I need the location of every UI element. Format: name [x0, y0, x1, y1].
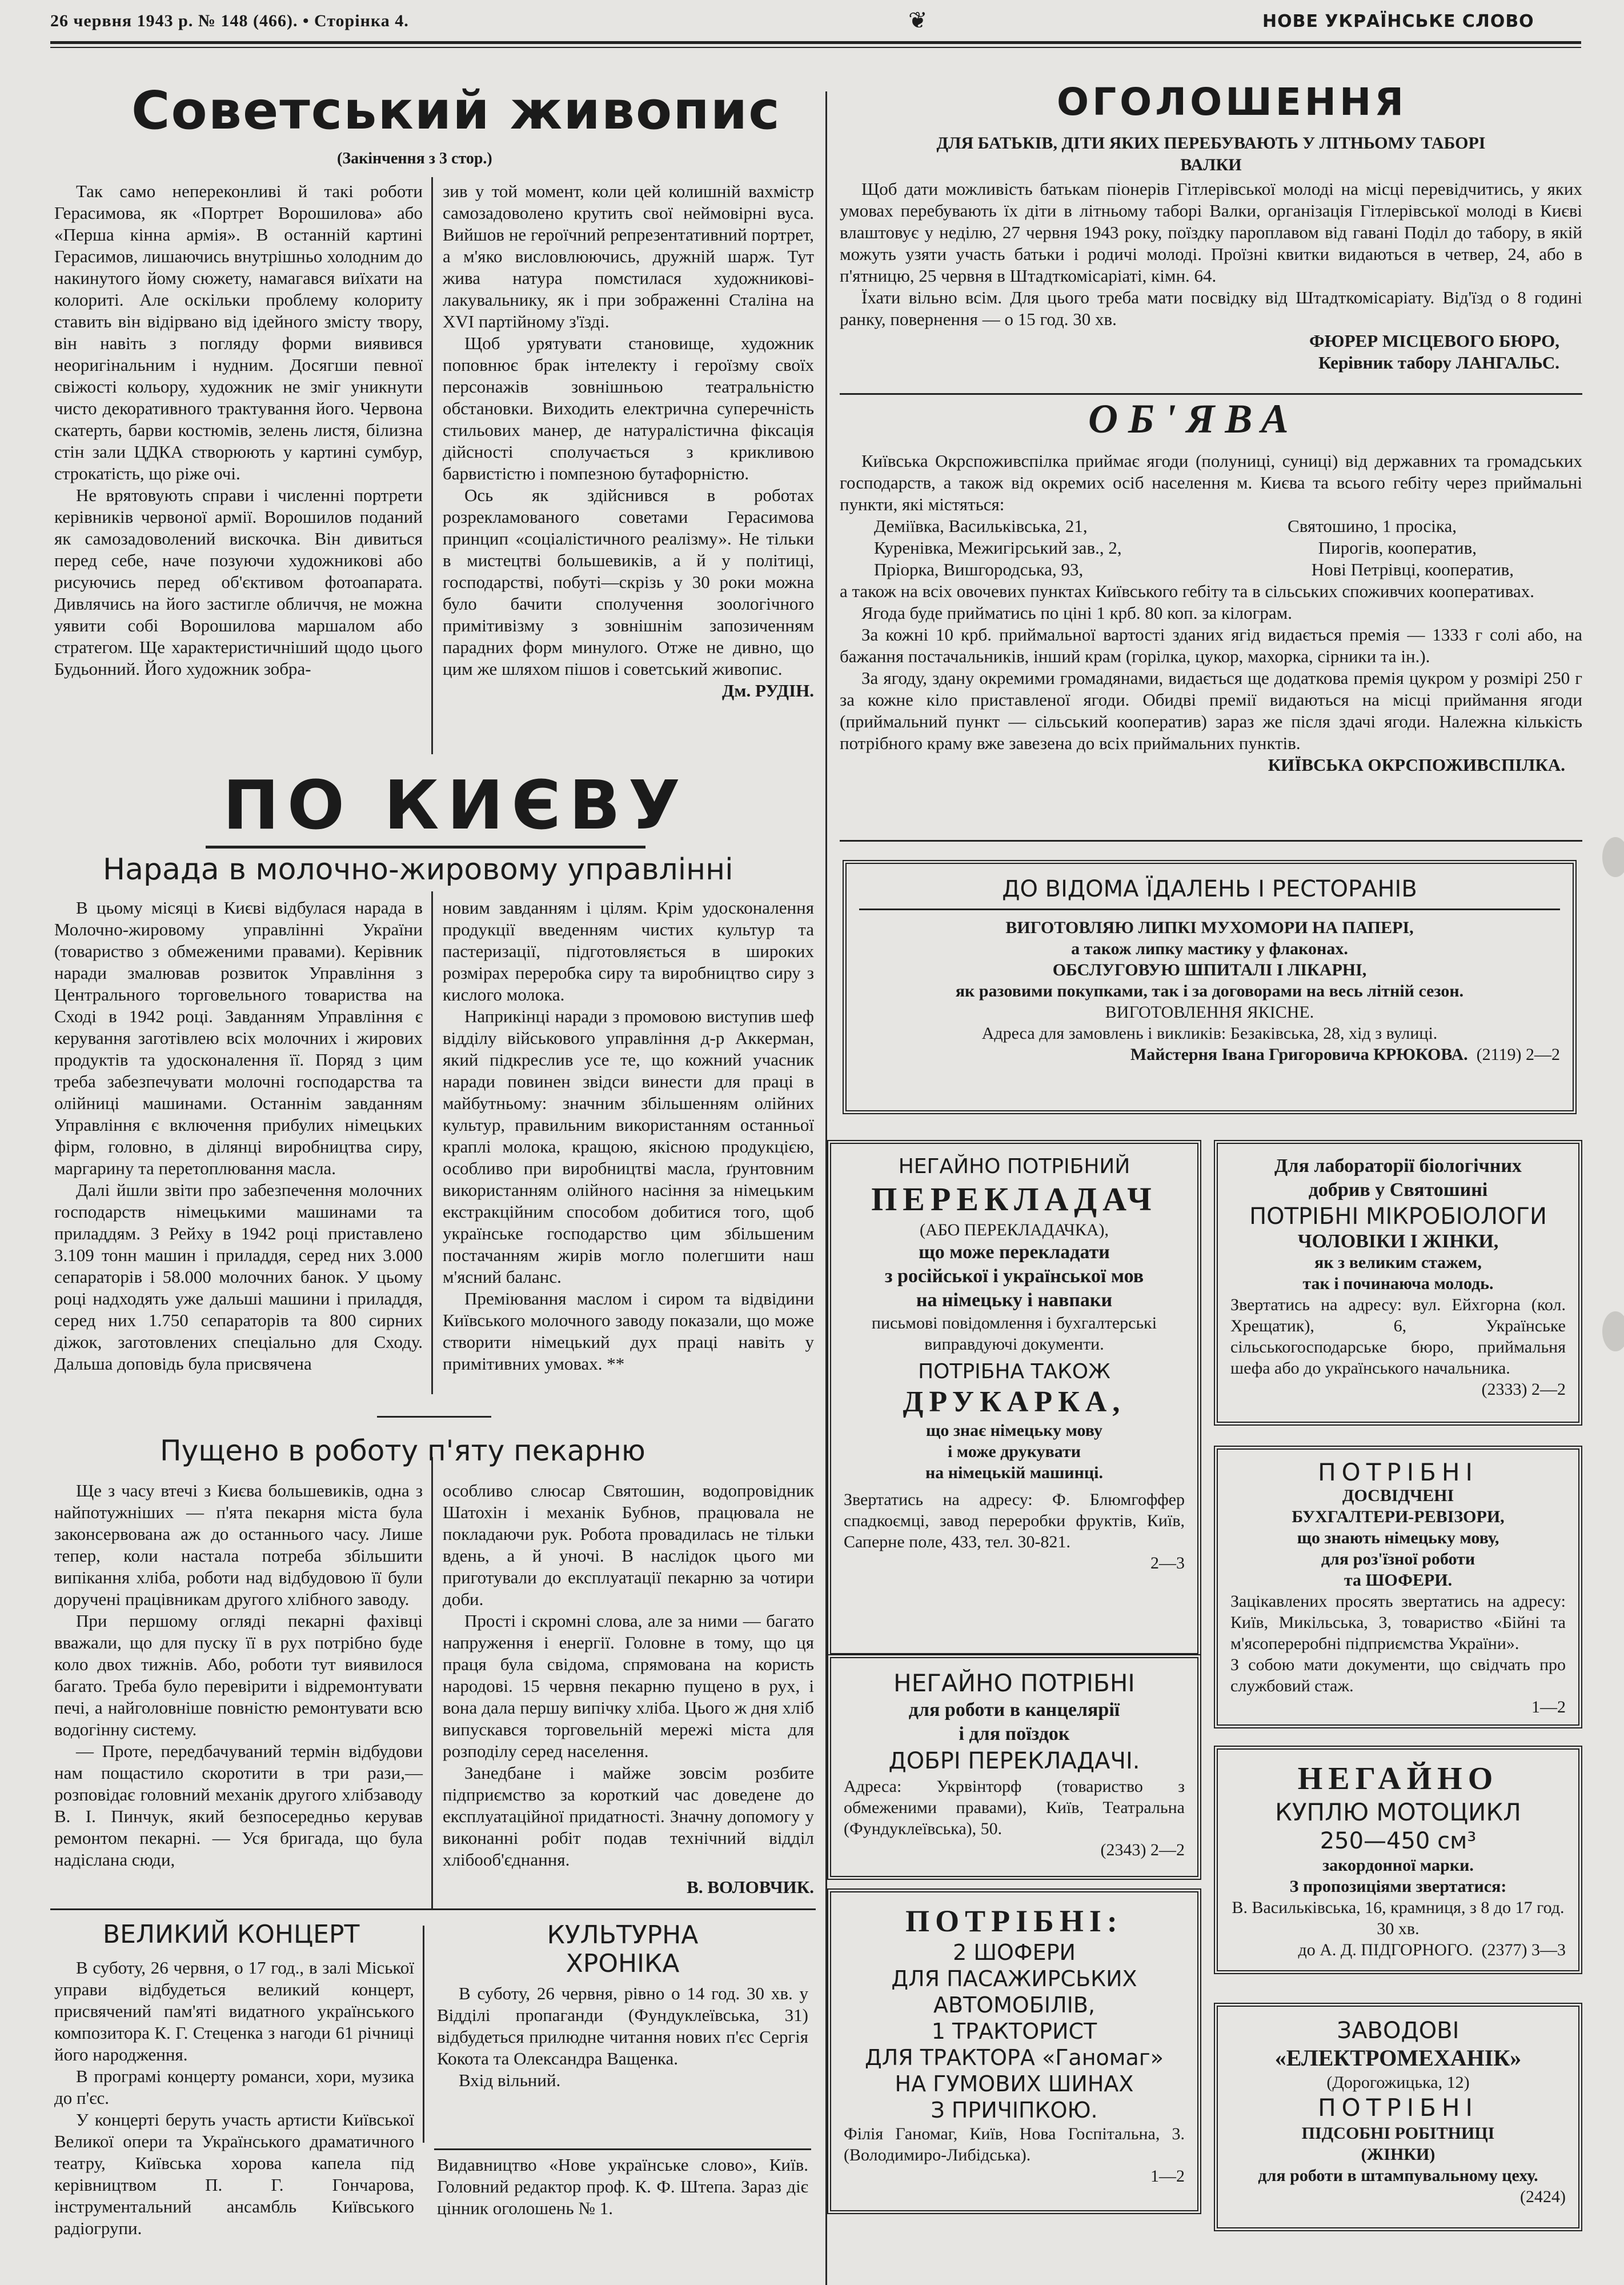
art2-title: Нарада в молочно-жировому управлінні	[103, 853, 733, 887]
ad-accountants-line: З собою мати документи, що свідчать про службовий стаж.	[1230, 1655, 1566, 1695]
obyava-intro: Київська Окрспоживспілка приймає ягоди (полуниці, суниці) від державних та громадських господарств, а також від окремих осіб населення м. Києва та всього гебіту через приймальні пункти, які містяться:	[840, 451, 1582, 514]
ad-moto-line: закордонної марки.	[1322, 1856, 1474, 1875]
header-date-issue: 26 червня 1943 р. № 148 (466). • Сторінка 4.	[50, 11, 409, 30]
ad-accountants-line: що знають німецьку мову,	[1297, 1528, 1499, 1547]
ad-translator-code: 2—3	[1150, 1554, 1185, 1572]
ad-translator-line: на німецьку і навпаки	[916, 1290, 1113, 1311]
ad-motorcycle	[1214, 1746, 1582, 1974]
art3-paragraph: Занедбане і майже зовсім розбите підприємство за короткий час доведене до експлуатаційної придатності. Значну допомогу у виконанні робіт подав технічний відділ хлібооб'єднання.	[443, 1763, 814, 1870]
ad-drivers-code: 1—2	[1150, 2167, 1185, 2186]
art1-paragraph: Щоб урятувати становище, художник поповнює брак інтелекту і героїзму своїх персонажів зовнішньою театральністю обстановки. Виходить електрична суперечність стильових манер, де натуралістична фіксація дійсності сполучається з крикливою барвистістю і помпезною бутафорністю.	[443, 333, 814, 483]
ad-office-heading: ДОБРІ ПЕРЕКЛАДАЧІ.	[888, 1748, 1140, 1774]
announce-paragraph: Їхати вільно всім. Для цього треба мати посвідку від Штадткомісаріату. Від'їзд о 8 годині ранку, повернення — о 15 год. 30 хв.	[840, 287, 1582, 329]
imprint-rule	[434, 2148, 811, 2150]
ad-office-line: і для поїздок	[959, 1723, 1070, 1744]
obyava-paragraph: а також на всіх овочевих пунктах Київського гебіту та в сільських споживчих кооперативах.	[840, 581, 1534, 601]
ad-factory-line: (ЖІНКИ)	[1361, 2145, 1435, 2164]
ad-accountants-heading: ПОТРІБНІ	[1318, 1458, 1478, 1486]
punch-hole	[1602, 837, 1624, 877]
ad-accountants	[1214, 1446, 1582, 1728]
art1-signature: Дм. РУДІН.	[722, 681, 814, 701]
ad-accountants-line: БУХГАЛТЕРИ-РЕВІЗОРИ,	[1292, 1507, 1505, 1526]
art3-paragraph: Ще з часу втечі з Києва большевиків, одна з найпотужніших — п'ята пекарня міста була законсервована аж до останнього часу. Лише тепер, коли настала потреба збільшити випікання хліба, роботи над відбудовою її були доручені працівникам другого хлібного заводу.	[54, 1480, 423, 1609]
ad-translator-line: на німецькій машинці.	[925, 1463, 1103, 1482]
obyava-point: Пирогів, кооператив,	[1318, 538, 1477, 558]
ad-office-line: для роботи в канцелярії	[908, 1699, 1120, 1720]
announce-subtitle-line2: ВАЛКИ	[1180, 155, 1242, 174]
ad-translator	[827, 1140, 1201, 1657]
ad-micro-code: (2333) 2—2	[1481, 1380, 1566, 1399]
art1-paragraph: Ось як здійснився в роботах розрекламованого советами Герасимова принцип «соціалістичного реалізму». Не тільки в мистецтві большевиків, а й у політиці, господарстві, побуті—скрізь у 30 роки можна було бачити сполучення зоологічного примітивізму з зовнішнім запозиченням парадних форм минулого. Отже не дивно, що цим же шляхом пішов і советський живопис.	[443, 485, 814, 679]
art2-paragraph: Далі йшли звіти про забезпечення молочних господарств німецькими машинами та приладдям. З Рейху в 1942 році приставлено 3.109 тонн машин і приладдя, серед них 3.000 сепараторів і 58.000 молочних банок. У цьому році надходять уже дальші машини і приладдя, серед них 1.750 сепараторів та 800 сирних діжок, заготовлених спеціально для Сходу. Дальша доповідь була присвячена	[54, 1180, 423, 1374]
ad-factory-line: для роботи в штампувальному цеху.	[1258, 2166, 1538, 2185]
art1-paragraph: зив у той момент, коли цей колишній вахмістр самозадоволено крутить свої неймовірні вуса. Вийшов не героїчний репрезентативний портрет, а м'яко висловлюючись, дружній шарж. Тут жива натура помстилася художникові-лакувальнику, як і при зображенні Сталіна на XVI партійному з'їзді.	[443, 181, 814, 331]
ad-moto-heading: НЕГАЙНО	[1297, 1761, 1499, 1796]
ad-office-translators	[827, 1654, 1201, 1880]
ad-translator-heading: ДРУКАРКА,	[903, 1386, 1126, 1418]
art1-paragraph: Так само непереконливі й такі роботи Герасимова, як «Портрет Ворошилова» або «Перша кінна армія». В останній картині Герасимов, лишаючись внутрішньо холодним до накинутого йому сюжету, намагався виїхати на колориті. Але оскільки проблему колориту ставить він відірвано від ідейного змісту твору, він навіть з погляду форми виявився неоригінальним і нудним. Досягши певної свіжості кольору, художник не зміг уникнути чисто декоративного трактування його. Червона скатерть, барви костюмів, зелень листя, білизна стін зали ЦДКА створюють у картині сумбур, строкатість, що ріже очі.	[54, 181, 423, 483]
art3-signature: В. ВОЛОВЧИК.	[687, 1877, 814, 1897]
announce-signature2: Керівник табору ЛАНГАЛЬС.	[1318, 353, 1559, 373]
art2-col2	[443, 897, 814, 1375]
obyava-paragraph: Ягода буде прийматись по ціні 1 крб. 80 коп. за кілограм.	[861, 603, 1292, 623]
ad-translator-line: з російської і української мов	[884, 1266, 1144, 1287]
ad-restaurants-line: Адреса для замовлень і викликів: Безаківська, 28, хід з вулиці.	[981, 1024, 1438, 1043]
art3-col1	[54, 1480, 423, 1871]
obyava-point: Пріорка, Вишгородська, 93,	[874, 559, 1084, 579]
art2-paragraph: Преміювання маслом і сиром та відвідини Київського молочного заводу показали, що може створити німецький дух праці навіть у примітивних умовах. **	[443, 1288, 814, 1374]
art1-col2	[443, 181, 814, 702]
art3-paragraph: — Проте, передбачуваний термін відбудови нам пощастило скоротити в три рази,—розповідає головний механік другого хлібзаводу В. І. Пинчук, який безпосередньо керував ремонтом пекарні. — Уся бригада, що була надіслана сюди,	[54, 1741, 423, 1870]
art2-col1	[54, 897, 423, 1375]
ad-accountants-line: для роз'їзної роботи	[1321, 1550, 1475, 1568]
ad-translator-heading: ПЕРЕКЛАДАЧ	[871, 1180, 1157, 1218]
ad-moto-line: 250—450 см³	[1320, 1828, 1477, 1854]
concert-title: ВЕЛИКИЙ КОНЦЕРТ	[103, 1920, 360, 1949]
art3-col2	[443, 1480, 814, 1898]
ad-accountants-line: та ШОФЕРИ.	[1344, 1571, 1453, 1590]
ad-factory-line: (Дорогожицька, 12)	[1326, 2073, 1470, 2092]
art3-paragraph: При першому огляді пекарні фахівці вважали, що для пуску її в рух потрібно буде коло двох тижнів. Або, роботи тут виявилося багато. Треба було перевірити і відремонтувати печі, а найголовніше повністю ремонтувати всю водогінну систему.	[54, 1611, 423, 1739]
announce-signature1: ФЮРЕР МІСЦЕВОГО БЮРО,	[1309, 331, 1559, 351]
art1-paragraph: Не врятовують справи і численні портрети керівників червоної армії. Ворошилов поданий як самозадоволений вискочка. Він дивиться перед себе, наче позуючи художникові або рисуючись перед об'єктивом фотоапарата. Дивлячись на його застигле обличчя, не можна уявити собі Ворошилова маршалом або стратегом. Ще характеристичніший щодо цього Будьонний. Його художник зобра-	[54, 485, 423, 679]
column-divider-art2	[431, 891, 433, 1394]
imprint-text: Видавництво «Нове українське слово», Київ. Головний редактор проф. К. Ф. Штепа. Зараз діє цінник оголошень № 1.	[437, 2155, 808, 2218]
ad-microbiologists	[1214, 1140, 1582, 1426]
ad-factory	[1214, 2003, 1582, 2231]
ad-translator-line: письмові повідомлення і бухгалтерські виправдуючі документи.	[871, 1314, 1157, 1354]
header-rule	[50, 41, 1581, 44]
ad-factory-heading: ПОТРІБНІ	[1318, 2094, 1478, 2122]
obyava-points-row	[840, 515, 1582, 537]
obyava-points-row	[840, 537, 1582, 559]
chronicle-title	[434, 1921, 811, 1978]
obyava-point: Деміївка, Васильківська, 21,	[874, 516, 1088, 536]
obyava-end-rule	[840, 840, 1582, 842]
ad-drivers-heading: ПОТРІБНІ:	[905, 1904, 1123, 1938]
art2-end-rule	[377, 1416, 491, 1418]
ad-micro-line: так і починаюча молодь.	[1302, 1274, 1494, 1293]
ad-restaurants-signature: Майстерня Івана Григоровича КРЮКОВА.	[1130, 1045, 1468, 1064]
obyava-signature: КИЇВСЬКА ОКРСПОЖИВСПІЛКА.	[1268, 755, 1565, 775]
art3-paragraph: особливо слюсар Святошин, водопровідник Шатохін і механік Бубнов, працювала не покладаючи рук. Робота провадилась не тільки вдень, а й уночі. В наслідок цього ми приготували до експлуатації пекарню за чотири доби.	[443, 1480, 814, 1609]
ad-office-address: Адреса: Укрвінторф (товариство з обмеженими правами), Київ, Театральна (Фундуклеївська), 50.	[844, 1777, 1185, 1838]
announce-subtitle	[840, 133, 1582, 176]
ad-micro-heading: ПОТРІБНІ МІКРОБІОЛОГИ	[1249, 1203, 1547, 1230]
ad-drivers	[827, 1888, 1201, 2214]
announce-subtitle-line1: ДЛЯ БАТЬКІВ, ДІТИ ЯКИХ ПЕРЕБУВАЮТЬ У ЛІТНЬОМУ ТАБОРІ	[936, 134, 1486, 153]
art2-paragraph: новим завданням і цілям. Крім удосконалення продукції введенням чистих культур та пастеризації, підготовляється в широких розмірах переробка сиру та виробництво сиру з кислого молока.	[443, 898, 814, 1005]
column-divider-concert	[423, 1926, 424, 2143]
chronicle-title-line2: ХРОНІКА	[566, 1949, 680, 1978]
obyava-paragraph: За кожні 10 крб. приймальної вартості зданих ягід видається премія — 1333 г солі або, на бажання постачальників, інший крам (горілка, цукор, махорка, сірники та ін.).	[840, 625, 1582, 666]
obyava-point: Куренівка, Межигірський зав., 2,	[874, 538, 1122, 558]
ad-accountants-line: ДОСВІДЧЕНІ	[1342, 1486, 1454, 1505]
art1-col1	[54, 181, 423, 680]
obyava-title: ОБ'ЯВА	[1088, 396, 1299, 442]
concert-paragraph: В суботу, 26 червня, о 17 год., в залі Міської управи відбудеться великий концерт, присвячений пам'яті видатного українського композитора К. Г. Стеценка з нагоди 61 річниці його народження.	[54, 1958, 414, 2064]
ad-moto-heading: КУПЛЮ МОТОЦИКЛ	[1275, 1798, 1521, 1826]
chronicle-paragraph: В суботу, 26 червня, рівно о 14 год. 30 хв. у Відділі пропаганди (Фундуклеївська, 31) відбудеться прилюдне читання нових п'єс Сергія Кокота та Олександра Ващенка.	[437, 1983, 808, 2068]
ad-restaurants-line: ВИГОТОВЛЕННЯ ЯКІСНЕ.	[1105, 1003, 1314, 1022]
ad-factory-heading: «ЕЛЕКТРОМЕХАНІК»	[1274, 2045, 1522, 2071]
concert-paragraph: В програмі концерту романси, хори, музика до п'єс.	[54, 2066, 414, 2108]
ad-office-heading: НЕГАЙНО ПОТРІБНІ	[893, 1669, 1135, 1697]
ad-drivers-line: 1 ТРАКТОРИСТ	[931, 2019, 1097, 2044]
announce-body	[840, 178, 1582, 374]
art2-paragraph: В цьому місяці в Києві відбулася нарада в Молочно-жировому управлінні України (товариство з обмеженими правами). Керівник наради змалював розвиток Управління з Центрального торговельного товариства на Сході в 1942 році. Завданням Управління є керування заготівлею всіх молочних і жирових продуктів та удосконалення її. Поряд з цим треба забезпечувати молочні господарства та олійниці машинами. Останнім завданням Управління є включення прибулих німецьких фірм, головно, в ділянці виробництва сиру, маргарину та перетоплювання масла.	[54, 898, 423, 1178]
ad-drivers-line: АВТОМОБІЛІВ,	[933, 1992, 1096, 2018]
ad-translator-line: (АБО ПЕРЕКЛАДАЧКА),	[919, 1220, 1109, 1239]
obyava-paragraph: За ягоду, здану окремими громадянами, видається ще додаткова премія цукром у розмірі 250 г за кожне кіло приставленої ягоди. Обидві премії видаються на місці приймання ягоди (приймальний пункт — сільський кооператив) зараз же після здачі ягоди. Належна кількість потрібного краму вже завезена до всіх приймальних пунктів.	[840, 668, 1582, 753]
ad-micro-address: Звертатись на адресу: вул. Ейхгорна (кол. Хрещатик), 6, Українське сільськогосподарське бюро, приймальня шефа або до українського начальника.	[1230, 1295, 1566, 1378]
ad-drivers-line: ДЛЯ ТРАКТОРА «Ганомаг»	[865, 2045, 1164, 2070]
ad-translator-line: НЕГАЙНО ПОТРІБНИЙ	[898, 1155, 1130, 1178]
ad-office-code: (2343) 2—2	[1100, 1840, 1185, 1859]
ad-drivers-line: З ПРИЧІПКОЮ.	[931, 2098, 1098, 2123]
ad-restaurants-line: як разовими покупками, так і за договорами на весь літній сезон.	[955, 982, 1464, 1001]
announce-end-rule	[840, 393, 1582, 395]
ad-factory-code: (2424)	[1520, 2187, 1566, 2206]
ad-moto-contact: до А. Д. ПІДГОРНОГО.	[1298, 1940, 1473, 1959]
ad-restaurants-line: ОБСЛУГОВУЮ ШПИТАЛІ І ЛІКАРНІ,	[1052, 961, 1367, 979]
ad-drivers-line: НА ГУМОВИХ ШИНАХ	[895, 2071, 1134, 2096]
ad-micro-line: ЧОЛОВІКИ І ЖІНКИ,	[1297, 1231, 1499, 1252]
chronicle-paragraph: Вхід вільний.	[459, 2070, 561, 2090]
art3-paragraph: Прості і скромні слова, але за ними — багато напруження і енергії. Головне в тому, що ця праця була свідома, спрямована на користь народові. 15 червня пекарню пущено в рух, і вона дала першу випічку хліба. Цього ж дня хліб випускався торговельній мережі міста для розподілу серед населення.	[443, 1611, 814, 1761]
ad-translator-address: Звертатись на адресу: Ф. Блюмгоффер спадкоємці, завод переробки фруктів, Київ, Саперне поле, 433, тел. 30-821.	[844, 1490, 1185, 1551]
header-ornament: ❦	[908, 7, 928, 33]
imprint	[437, 2154, 808, 2219]
ad-translator-line: що може перекладати	[919, 1242, 1110, 1263]
obyava-body	[840, 450, 1582, 776]
column-divider-art3	[431, 1457, 433, 1908]
ad-restaurants-line: а також липку мастику у флаконах.	[1071, 939, 1348, 958]
art1-title: Советський живопис	[131, 80, 781, 141]
punch-hole	[1602, 1311, 1624, 1351]
section-title-po-kyievu: ПО КИЄВУ	[223, 766, 688, 845]
ad-restaurants-code: (2119) 2—2	[1476, 1045, 1560, 1064]
art2-paragraph: Наприкінці наради з промовою виступив шеф відділу військового управління д-р Аккерман, який підкреслив усе те, що кожний учасник наради повинен звідси винести для праці в майбутньому: значним збільшенням олійних культур, правильним використанням останньої краплі молока, кращою, якісною продукцією, особливо при виробництві масла, ґрунтовним використанням олійного насіння за німецьким екстракційним способом добитися того, щоб українське господарство цим збільшеним постачанням жирів могло полегшити наш м'ясний баланс.	[443, 1006, 814, 1287]
ad-factory-heading: ЗАВОДОВІ	[1337, 2018, 1459, 2044]
art3-title: Пущено в роботу п'яту пекарню	[160, 1434, 645, 1467]
ad-drivers-line: 2 ШОФЕРИ	[953, 1940, 1076, 1965]
ad-moto-line: З пропозиціями звертатися:	[1289, 1877, 1507, 1896]
chronicle-body	[437, 1983, 808, 2091]
ad-drivers-line: ДЛЯ ПАСАЖИРСЬКИХ	[891, 1966, 1137, 1991]
ad-micro-line: як з великим стажем,	[1314, 1253, 1482, 1272]
ad-translator-line: ПОТРІБНА ТАКОЖ	[918, 1360, 1110, 1383]
obyava-point: Святошино, 1 просіка,	[1288, 516, 1457, 536]
ad-restaurants-title: ДО ВІДОМА ЇДАЛЕНЬ І РЕСТОРАНІВ	[859, 874, 1560, 910]
ad-accountants-address: Зацікавлених просять звертатись на адресу: Київ, Микільська, 3, товариство «Бійні та м'ясопереробні підприємства України».	[1230, 1592, 1566, 1653]
ad-micro-line: добрив у Святошині	[1308, 1179, 1488, 1200]
header-rule-thin	[50, 47, 1581, 48]
ad-translator-line: що знає німецьку мову	[926, 1421, 1102, 1440]
ad-moto-line: В. Васильківська, 16, крамниця, з 8 до 17 год. 30 хв.	[1232, 1898, 1565, 1938]
ad-moto-code: (2377) 3—3	[1481, 1940, 1566, 1959]
chronicle-title-line1: КУЛЬТУРНА	[547, 1920, 699, 1950]
ad-translator-line: і може друкувати	[947, 1442, 1081, 1461]
obyava-point: Нові Петрівці, кооператив,	[1311, 559, 1514, 579]
concert-body	[54, 1957, 414, 2239]
obyava-points-row	[840, 559, 1582, 581]
announce-paragraph: Щоб дати можливість батькам піонерів Гітлерівської молоді на місці перевідчитись, у яких умовах перебувають їх діти в літньому таборі Валки, організація Гітлерівської молоді в Києві влаштовує у неділю, 27 червня 1943 року, поїздку пароплавом від гавані Поділ до табору, в якій можуть узяти участь батьки і родичі молоді. Проїзні квитки видаються в четвер, 24, або в п'ятницю, 25 червня в Штадткомісаріаті, кімн. 64.	[840, 179, 1582, 286]
header-newspaper-name: НОВЕ УКРАЇНСЬКЕ СЛОВО	[1262, 11, 1534, 31]
announce-title: ОГОЛОШЕННЯ	[1057, 80, 1408, 124]
section-title-underline	[206, 846, 645, 849]
ad-micro-line: Для лабораторії біологічних	[1274, 1155, 1522, 1176]
ad-factory-line: ПІДСОБНІ РОБІТНИЦІ	[1301, 2124, 1495, 2143]
art1-subtitle: (Закінчення з 3 стор.)	[337, 150, 492, 167]
concert-paragraph: У концерті беруть участь артисти Київської Великої опери та Українського драматичного театру, Київська хорова капела під керівництвом П. Г. Гончарова, інструментальний ансамбль Київського радіогрупи.	[54, 2110, 414, 2238]
art3-end-rule	[50, 1908, 816, 1910]
column-divider-art1	[431, 177, 433, 754]
ad-restaurants	[843, 860, 1577, 1114]
ad-accountants-code: 1—2	[1531, 1698, 1566, 1716]
ad-drivers-address: Філія Ганомаг, Київ, Нова Госпітальна, 3. (Володимиро-Либідська).	[844, 2124, 1185, 2164]
ad-restaurants-line: ВИГОТОВЛЯЮ ЛИПКІ МУХОМОРИ НА ПАПЕРІ,	[1005, 918, 1414, 937]
